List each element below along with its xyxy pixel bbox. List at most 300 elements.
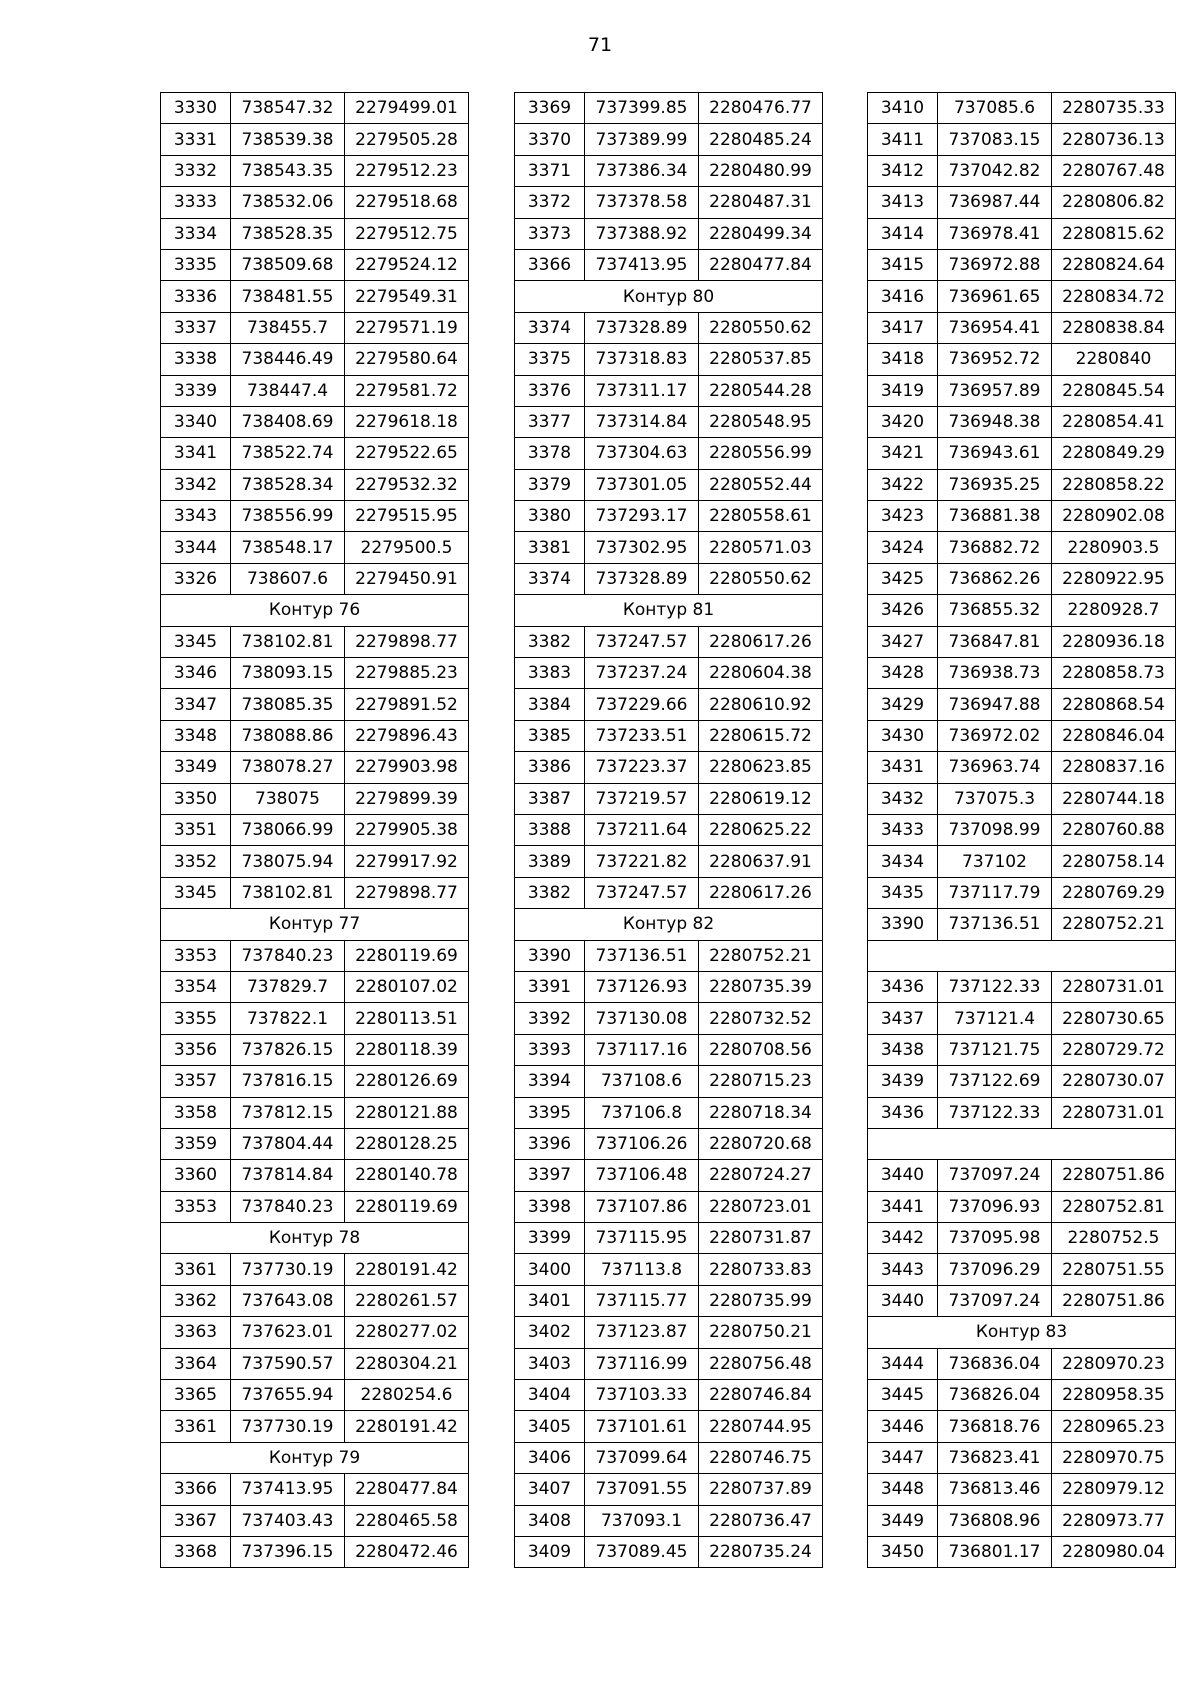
y-coordinate-cell: 2280550.62 (699, 312, 823, 343)
table-row (868, 93, 1176, 124)
x-coordinate-cell: 737328.89 (585, 312, 699, 343)
point-number-cell: 3337 (161, 312, 231, 343)
table-row (161, 940, 469, 971)
page-number: 71 (587, 34, 613, 56)
x-coordinate-cell: 737314.84 (585, 406, 699, 437)
x-coordinate-cell: 738075 (231, 783, 345, 814)
x-coordinate-cell: 736935.25 (938, 469, 1052, 500)
point-number-cell: 3352 (161, 846, 231, 877)
table-row (515, 438, 823, 469)
table-row (868, 469, 1176, 500)
table-row (515, 93, 823, 124)
y-coordinate-cell: 2280735.99 (699, 1285, 823, 1316)
coordinates-table-right (867, 92, 1176, 1568)
x-coordinate-cell: 736952.72 (938, 344, 1052, 375)
y-coordinate-cell: 2280958.35 (1052, 1380, 1176, 1411)
y-coordinate-cell: 2280756.48 (699, 1348, 823, 1379)
contour-header: Контур 81 (515, 595, 823, 626)
point-number-cell: 3350 (161, 783, 231, 814)
x-coordinate-cell: 737136.51 (938, 909, 1052, 940)
y-coordinate-cell: 2279898.77 (345, 626, 469, 657)
x-coordinate-cell: 737826.15 (231, 1034, 345, 1065)
x-coordinate-cell: 737229.66 (585, 689, 699, 720)
point-number-cell: 3348 (161, 720, 231, 751)
table-row (868, 155, 1176, 186)
table-row (161, 1474, 469, 1505)
contour-header-row (515, 281, 823, 312)
table-row (868, 1097, 1176, 1128)
table-row (161, 469, 469, 500)
point-number-cell: 3397 (515, 1160, 585, 1191)
x-coordinate-cell: 737829.7 (231, 971, 345, 1002)
y-coordinate-cell: 2280973.77 (1052, 1505, 1176, 1536)
y-coordinate-cell: 2280858.22 (1052, 469, 1176, 500)
x-coordinate-cell: 738543.35 (231, 155, 345, 186)
y-coordinate-cell: 2280617.26 (699, 626, 823, 657)
table-row (868, 1536, 1176, 1567)
point-number-cell: 3409 (515, 1536, 585, 1567)
y-coordinate-cell: 2280838.84 (1052, 312, 1176, 343)
table-row (868, 814, 1176, 845)
table-row (161, 1380, 469, 1411)
table-row (161, 689, 469, 720)
table-row (868, 1505, 1176, 1536)
table-row (515, 1191, 823, 1222)
x-coordinate-cell: 737121.75 (938, 1034, 1052, 1065)
y-coordinate-cell: 2280903.5 (1052, 532, 1176, 563)
x-coordinate-cell: 738522.74 (231, 438, 345, 469)
point-number-cell: 3384 (515, 689, 585, 720)
y-coordinate-cell: 2280558.61 (699, 501, 823, 532)
x-coordinate-cell: 736882.72 (938, 532, 1052, 563)
y-coordinate-cell: 2279518.68 (345, 187, 469, 218)
table-row (515, 1348, 823, 1379)
x-coordinate-cell: 738075.94 (231, 846, 345, 877)
y-coordinate-cell: 2280936.18 (1052, 626, 1176, 657)
x-coordinate-cell: 737211.64 (585, 814, 699, 845)
y-coordinate-cell: 2280751.86 (1052, 1160, 1176, 1191)
x-coordinate-cell: 737804.44 (231, 1128, 345, 1159)
x-coordinate-cell: 737399.85 (585, 93, 699, 124)
y-coordinate-cell: 2280837.16 (1052, 752, 1176, 783)
x-coordinate-cell: 737126.93 (585, 971, 699, 1002)
y-coordinate-cell: 2280476.77 (699, 93, 823, 124)
point-number-cell: 3365 (161, 1380, 231, 1411)
table-row (161, 720, 469, 751)
table-row (161, 814, 469, 845)
y-coordinate-cell: 2280834.72 (1052, 281, 1176, 312)
y-coordinate-cell: 2280485.24 (699, 124, 823, 155)
point-number-cell: 3372 (515, 187, 585, 218)
x-coordinate-cell: 738528.34 (231, 469, 345, 500)
x-coordinate-cell: 736987.44 (938, 187, 1052, 218)
point-number-cell: 3427 (868, 626, 938, 657)
x-coordinate-cell: 737106.26 (585, 1128, 699, 1159)
y-coordinate-cell: 2280730.07 (1052, 1066, 1176, 1097)
y-coordinate-cell: 2280718.34 (699, 1097, 823, 1128)
table-row (868, 438, 1176, 469)
table-row (868, 1411, 1176, 1442)
point-number-cell: 3422 (868, 469, 938, 500)
x-coordinate-cell: 736954.41 (938, 312, 1052, 343)
table-row (515, 1536, 823, 1567)
contour-header: Контур 83 (868, 1317, 1176, 1348)
table-row (868, 783, 1176, 814)
x-coordinate-cell: 737106.8 (585, 1097, 699, 1128)
x-coordinate-cell: 738102.81 (231, 626, 345, 657)
y-coordinate-cell: 2280902.08 (1052, 501, 1176, 532)
x-coordinate-cell: 737098.99 (938, 814, 1052, 845)
x-coordinate-cell: 737101.61 (585, 1411, 699, 1442)
contour-header-row (868, 1317, 1176, 1348)
point-number-cell: 3354 (161, 971, 231, 1002)
point-number-cell: 3395 (515, 1097, 585, 1128)
y-coordinate-cell: 2280550.62 (699, 563, 823, 594)
contour-header-row (161, 1442, 469, 1473)
point-number-cell: 3361 (161, 1411, 231, 1442)
x-coordinate-cell: 737388.92 (585, 218, 699, 249)
point-number-cell: 3404 (515, 1380, 585, 1411)
x-coordinate-cell: 737122.69 (938, 1066, 1052, 1097)
y-coordinate-cell: 2279618.18 (345, 406, 469, 437)
y-coordinate-cell: 2280708.56 (699, 1034, 823, 1065)
x-coordinate-cell: 738066.99 (231, 814, 345, 845)
table-row (868, 1254, 1176, 1285)
y-coordinate-cell: 2280119.69 (345, 1191, 469, 1222)
point-number-cell: 3336 (161, 281, 231, 312)
x-coordinate-cell: 737121.4 (938, 1003, 1052, 1034)
y-coordinate-cell: 2280715.23 (699, 1066, 823, 1097)
table-row (868, 909, 1176, 940)
y-coordinate-cell: 2280571.03 (699, 532, 823, 563)
y-coordinate-cell: 2280472.46 (345, 1536, 469, 1567)
table-row (515, 124, 823, 155)
table-row (868, 1223, 1176, 1254)
table-row (515, 406, 823, 437)
table-row (868, 249, 1176, 280)
x-coordinate-cell: 738548.17 (231, 532, 345, 563)
table-row (161, 1097, 469, 1128)
point-number-cell: 3394 (515, 1066, 585, 1097)
y-coordinate-cell: 2280737.89 (699, 1474, 823, 1505)
y-coordinate-cell: 2280824.64 (1052, 249, 1176, 280)
y-coordinate-cell: 2280548.95 (699, 406, 823, 437)
x-coordinate-cell: 737413.95 (231, 1474, 345, 1505)
x-coordinate-cell: 737814.84 (231, 1160, 345, 1191)
point-number-cell: 3402 (515, 1317, 585, 1348)
x-coordinate-cell: 737115.77 (585, 1285, 699, 1316)
x-coordinate-cell: 736826.04 (938, 1380, 1052, 1411)
y-coordinate-cell: 2279450.91 (345, 563, 469, 594)
point-number-cell: 3392 (515, 1003, 585, 1034)
table-row (515, 658, 823, 689)
table-row (868, 720, 1176, 751)
x-coordinate-cell: 738509.68 (231, 249, 345, 280)
point-number-cell: 3429 (868, 689, 938, 720)
x-coordinate-cell: 737822.1 (231, 1003, 345, 1034)
point-number-cell: 3438 (868, 1034, 938, 1065)
point-number-cell: 3331 (161, 124, 231, 155)
table-row (515, 1380, 823, 1411)
point-number-cell: 3441 (868, 1191, 938, 1222)
x-coordinate-cell: 737117.16 (585, 1034, 699, 1065)
table-row (868, 312, 1176, 343)
y-coordinate-cell: 2279891.52 (345, 689, 469, 720)
table-row (868, 1474, 1176, 1505)
table-row (515, 814, 823, 845)
table-row (161, 1536, 469, 1567)
y-coordinate-cell: 2280752.81 (1052, 1191, 1176, 1222)
y-coordinate-cell: 2280815.62 (1052, 218, 1176, 249)
x-coordinate-cell: 737091.55 (585, 1474, 699, 1505)
y-coordinate-cell: 2280840 (1052, 344, 1176, 375)
y-coordinate-cell: 2280928.7 (1052, 595, 1176, 626)
x-coordinate-cell: 738556.99 (231, 501, 345, 532)
table-row (868, 501, 1176, 532)
table-row (515, 846, 823, 877)
point-number-cell: 3412 (868, 155, 938, 186)
y-coordinate-cell: 2280615.72 (699, 720, 823, 751)
y-coordinate-cell: 2279898.77 (345, 877, 469, 908)
x-coordinate-cell: 738539.38 (231, 124, 345, 155)
point-number-cell: 3440 (868, 1285, 938, 1316)
point-number-cell: 3386 (515, 752, 585, 783)
x-coordinate-cell: 737089.45 (585, 1536, 699, 1567)
contour-header-row (868, 940, 1176, 971)
y-coordinate-cell: 2280922.95 (1052, 563, 1176, 594)
point-number-cell: 3434 (868, 846, 938, 877)
table-row (161, 532, 469, 563)
y-coordinate-cell: 2280126.69 (345, 1066, 469, 1097)
x-coordinate-cell: 737219.57 (585, 783, 699, 814)
point-number-cell: 3361 (161, 1254, 231, 1285)
point-number-cell: 3390 (868, 909, 938, 940)
point-number-cell: 3436 (868, 1097, 938, 1128)
y-coordinate-cell: 2280477.84 (345, 1474, 469, 1505)
y-coordinate-cell: 2280733.83 (699, 1254, 823, 1285)
table-row (515, 501, 823, 532)
point-number-cell: 3335 (161, 249, 231, 280)
point-number-cell: 3385 (515, 720, 585, 751)
point-number-cell: 3344 (161, 532, 231, 563)
table-row (515, 1128, 823, 1159)
point-number-cell: 3410 (868, 93, 938, 124)
point-number-cell: 3334 (161, 218, 231, 249)
y-coordinate-cell: 2280604.38 (699, 658, 823, 689)
x-coordinate-cell: 736938.73 (938, 658, 1052, 689)
y-coordinate-cell: 2280277.02 (345, 1317, 469, 1348)
point-number-cell: 3423 (868, 501, 938, 532)
y-coordinate-cell: 2280750.21 (699, 1317, 823, 1348)
x-coordinate-cell: 738547.32 (231, 93, 345, 124)
point-number-cell: 3357 (161, 1066, 231, 1097)
y-coordinate-cell: 2280537.85 (699, 344, 823, 375)
x-coordinate-cell: 737643.08 (231, 1285, 345, 1316)
point-number-cell: 3373 (515, 218, 585, 249)
table-row (161, 1034, 469, 1065)
x-coordinate-cell: 738532.06 (231, 187, 345, 218)
x-coordinate-cell: 737106.48 (585, 1160, 699, 1191)
y-coordinate-cell: 2279500.5 (345, 532, 469, 563)
point-number-cell: 3418 (868, 344, 938, 375)
point-number-cell: 3433 (868, 814, 938, 845)
table-row (161, 971, 469, 1002)
x-coordinate-cell: 736808.96 (938, 1505, 1052, 1536)
point-number-cell: 3400 (515, 1254, 585, 1285)
point-number-cell: 3430 (868, 720, 938, 751)
x-coordinate-cell: 737108.6 (585, 1066, 699, 1097)
x-coordinate-cell: 737816.15 (231, 1066, 345, 1097)
point-number-cell: 3413 (868, 187, 938, 218)
table-row (161, 1066, 469, 1097)
table-row (515, 187, 823, 218)
x-coordinate-cell: 738447.4 (231, 375, 345, 406)
y-coordinate-cell: 2279549.31 (345, 281, 469, 312)
point-number-cell: 3345 (161, 626, 231, 657)
point-number-cell: 3362 (161, 1285, 231, 1316)
point-number-cell: 3381 (515, 532, 585, 563)
x-coordinate-cell: 736823.41 (938, 1442, 1052, 1473)
table-row (515, 626, 823, 657)
table-row (161, 155, 469, 186)
point-number-cell: 3360 (161, 1160, 231, 1191)
point-number-cell: 3417 (868, 312, 938, 343)
x-coordinate-cell: 736943.61 (938, 438, 1052, 469)
y-coordinate-cell: 2279515.95 (345, 501, 469, 532)
y-coordinate-cell: 2279896.43 (345, 720, 469, 751)
x-coordinate-cell: 737102 (938, 846, 1052, 877)
point-number-cell: 3415 (868, 249, 938, 280)
point-number-cell: 3443 (868, 1254, 938, 1285)
x-coordinate-cell: 737237.24 (585, 658, 699, 689)
y-coordinate-cell: 2280637.91 (699, 846, 823, 877)
point-number-cell: 3426 (868, 595, 938, 626)
point-number-cell: 3440 (868, 1160, 938, 1191)
table-row (161, 1285, 469, 1316)
x-coordinate-cell: 737304.63 (585, 438, 699, 469)
point-number-cell: 3374 (515, 312, 585, 343)
x-coordinate-cell: 736862.26 (938, 563, 1052, 594)
point-number-cell: 3369 (515, 93, 585, 124)
point-number-cell: 3405 (515, 1411, 585, 1442)
y-coordinate-cell: 2280261.57 (345, 1285, 469, 1316)
y-coordinate-cell: 2279581.72 (345, 375, 469, 406)
table-row (161, 249, 469, 280)
table-row (868, 1034, 1176, 1065)
x-coordinate-cell: 738446.49 (231, 344, 345, 375)
x-coordinate-cell: 737318.83 (585, 344, 699, 375)
y-coordinate-cell: 2280752.5 (1052, 1223, 1176, 1254)
x-coordinate-cell: 737116.99 (585, 1348, 699, 1379)
table-row (868, 752, 1176, 783)
x-coordinate-cell: 737099.64 (585, 1442, 699, 1473)
point-number-cell: 3450 (868, 1536, 938, 1567)
y-coordinate-cell: 2280735.39 (699, 971, 823, 1002)
table-row (515, 689, 823, 720)
table-row (161, 187, 469, 218)
y-coordinate-cell: 2280499.34 (699, 218, 823, 249)
x-coordinate-cell: 737623.01 (231, 1317, 345, 1348)
point-number-cell: 3349 (161, 752, 231, 783)
y-coordinate-cell: 2280732.52 (699, 1003, 823, 1034)
y-coordinate-cell: 2280617.26 (699, 877, 823, 908)
x-coordinate-cell: 738481.55 (231, 281, 345, 312)
x-coordinate-cell: 737123.87 (585, 1317, 699, 1348)
point-number-cell: 3408 (515, 1505, 585, 1536)
contour-header: Контур 77 (161, 909, 469, 940)
y-coordinate-cell: 2280751.55 (1052, 1254, 1176, 1285)
table-row (161, 312, 469, 343)
y-coordinate-cell: 2280619.12 (699, 783, 823, 814)
y-coordinate-cell: 2280806.82 (1052, 187, 1176, 218)
y-coordinate-cell: 2279505.28 (345, 124, 469, 155)
x-coordinate-cell: 737117.79 (938, 877, 1052, 908)
point-number-cell: 3398 (515, 1191, 585, 1222)
y-coordinate-cell: 2280487.31 (699, 187, 823, 218)
table-row (868, 877, 1176, 908)
table-row (868, 971, 1176, 1002)
table-row (515, 1034, 823, 1065)
table-row (515, 1223, 823, 1254)
table-row (161, 1254, 469, 1285)
point-number-cell: 3390 (515, 940, 585, 971)
x-coordinate-cell: 736813.46 (938, 1474, 1052, 1505)
x-coordinate-cell: 736818.76 (938, 1411, 1052, 1442)
table-row (868, 626, 1176, 657)
table-row (161, 218, 469, 249)
point-number-cell: 3403 (515, 1348, 585, 1379)
point-number-cell: 3387 (515, 783, 585, 814)
point-number-cell: 3439 (868, 1066, 938, 1097)
point-number-cell: 3358 (161, 1097, 231, 1128)
table-row (868, 658, 1176, 689)
x-coordinate-cell: 736847.81 (938, 626, 1052, 657)
point-number-cell: 3431 (868, 752, 938, 783)
x-coordinate-cell: 737389.99 (585, 124, 699, 155)
x-coordinate-cell: 737113.8 (585, 1254, 699, 1285)
contour-header-row (515, 909, 823, 940)
x-coordinate-cell: 736963.74 (938, 752, 1052, 783)
y-coordinate-cell: 2279571.19 (345, 312, 469, 343)
table-row (161, 563, 469, 594)
table-row (868, 595, 1176, 626)
table-row (868, 1442, 1176, 1473)
y-coordinate-cell: 2280191.42 (345, 1254, 469, 1285)
x-coordinate-cell: 738078.27 (231, 752, 345, 783)
table-row (515, 218, 823, 249)
table-row (868, 375, 1176, 406)
y-coordinate-cell: 2280849.29 (1052, 438, 1176, 469)
table-row (868, 344, 1176, 375)
y-coordinate-cell: 2280731.01 (1052, 1097, 1176, 1128)
point-number-cell: 3353 (161, 940, 231, 971)
table-row (515, 469, 823, 500)
point-number-cell: 3339 (161, 375, 231, 406)
table-row (515, 1254, 823, 1285)
point-number-cell: 3351 (161, 814, 231, 845)
table-row (515, 971, 823, 1002)
table-row (515, 312, 823, 343)
point-number-cell: 3338 (161, 344, 231, 375)
table-row (515, 1317, 823, 1348)
x-coordinate-cell: 737075.3 (938, 783, 1052, 814)
table-row (515, 1411, 823, 1442)
contour-header: Контур 78 (161, 1223, 469, 1254)
x-coordinate-cell: 737311.17 (585, 375, 699, 406)
point-number-cell: 3432 (868, 783, 938, 814)
contour-header-row (161, 1223, 469, 1254)
x-coordinate-cell: 737136.51 (585, 940, 699, 971)
